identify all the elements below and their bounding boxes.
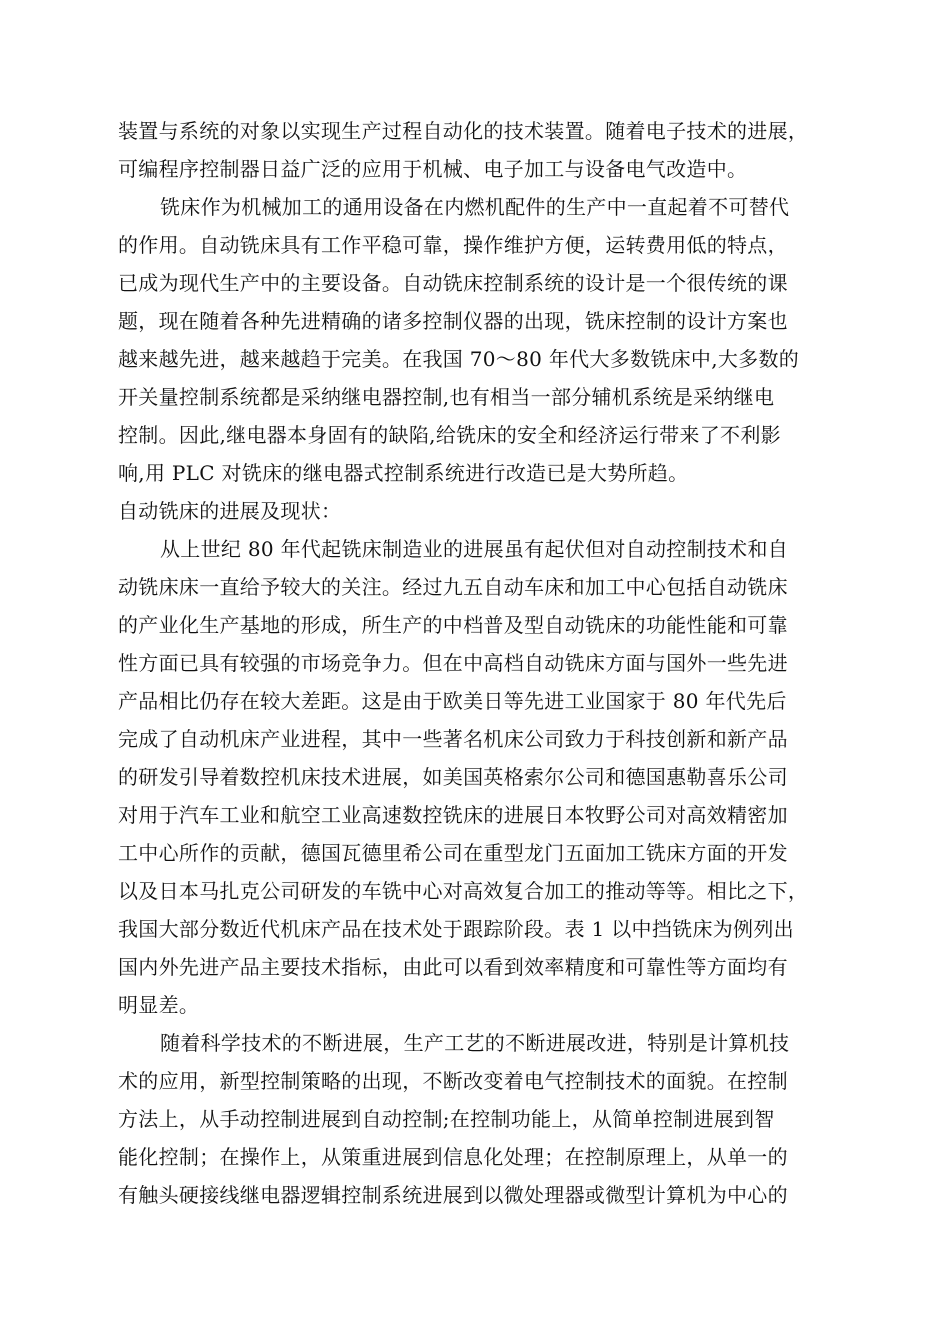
text-line: 铣床作为机械加工的通用设备在内燃机配件的生产中一直起着不可替代 (160, 195, 790, 219)
text-line: 术的应用，新型控制策略的出现，不断改变着电气控制技术的面貌。在控制 (118, 1069, 788, 1093)
text-line: 动铣床床一直给予较大的关注。经过九五自动车床和加工中心包括自动铣床 (118, 575, 788, 599)
text-line: 从上世纪 80 年代起铣床制造业的进展虽有起伏但对自动控制技术和自 (160, 537, 789, 561)
text-line: 我国大部分数近代机床产品在技术处于跟踪阶段。表 1 以中挡铣床为例列出 (118, 917, 794, 941)
text-line: 已成为现代生产中的主要设备。自动铣床控制系统的设计是一个很传统的课 (118, 271, 788, 295)
text-line: 装置与系统的对象以实现生产过程自动化的技术装置。随着电子技术的进展， (118, 119, 809, 143)
text-line: 完成了自动机床产业进程，其中一些著名机床公司致力于科技创新和新产品 (118, 727, 788, 751)
text-line: 能化控制；在操作上，从策重进展到信息化处理；在控制原理上，从单一的 (118, 1145, 788, 1169)
text-line: 响,用 PLC 对铣床的继电器式控制系统进行改造已是大势所趋。 (118, 461, 689, 485)
text-line: 可编程序控制器日益广泛的应用于机械、电子加工与设备电气改造中。 (118, 157, 748, 181)
text-line: 越来越先进，越来越趋于完美。在我国 70～80 年代大多数铣床中,大多数的 (118, 347, 800, 371)
text-line: 方法上，从手动控制进展到自动控制;在控制功能上，从简单控制进展到智 (118, 1107, 775, 1131)
text-line: 有触头硬接线继电器逻辑控制系统进展到以微处理器或微型计算机为中心的 (118, 1183, 788, 1207)
text-line: 国内外先进产品主要技术指标，由此可以看到效率精度和可靠性等方面均有 (118, 955, 788, 979)
text-line: 控制。因此,继电器本身固有的缺陷,给铣床的安全和经济运行带来了不利影 (118, 423, 781, 447)
text-line: 开关量控制系统都是采纳继电器控制,也有相当一部分辅机系统是采纳继电 (118, 385, 775, 409)
text-line: 对用于汽车工业和航空工业高速数控铣床的进展日本牧野公司对高效精密加 (118, 803, 788, 827)
text-line: 的作用。自动铣床具有工作平稳可靠，操作维护方便，运转费用低的特点， (118, 233, 788, 257)
text-line: 产品相比仍存在较大差距。这是由于欧美日等先进工业国家于 80 年代先后 (118, 689, 787, 713)
text-line: 工中心所作的贡献，德国瓦德里希公司在重型龙门五面加工铣床方面的开发 (118, 841, 788, 865)
text-line: 性方面已具有较强的市场竞争力。但在中高档自动铣床方面与国外一些先进 (118, 651, 788, 675)
text-line: 题，现在随着各种先进精确的诸多控制仪器的出现，铣床控制的设计方案也 (118, 309, 788, 333)
text-line: 的产业化生产基地的形成，所生产的中档普及型自动铣床的功能性能和可靠 (118, 613, 788, 637)
text-line: 的研发引导着数控机床技术进展，如美国英格索尔公司和德国惠勒喜乐公司 (118, 765, 788, 789)
text-line: 明显差。 (118, 993, 200, 1017)
text-line: 自动铣床的进展及现状： (118, 499, 342, 523)
text-line: 随着科学技术的不断进展，生产工艺的不断进展改进，特别是计算机技 (160, 1031, 790, 1055)
body-text (118, 112, 860, 1214)
text-line: 以及日本马扎克公司研发的车铣中心对高效复合加工的推动等等。相比之下， (118, 879, 809, 903)
